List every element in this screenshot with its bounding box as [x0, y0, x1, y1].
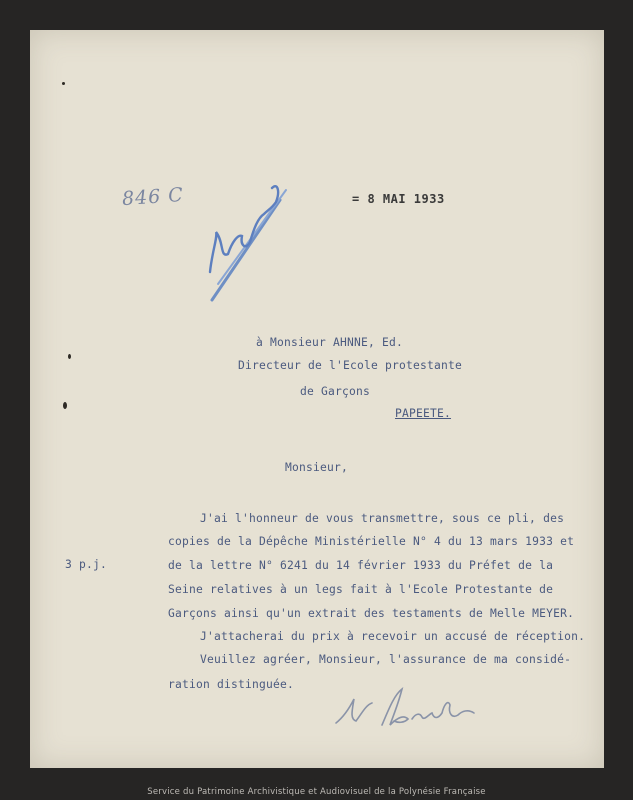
reference-number: 846 C [121, 183, 185, 211]
attachments-note: 3 p.j. [65, 558, 108, 571]
address-city: PAPEETE. [395, 407, 452, 420]
body-line: Veuillez agréer, Monsieur, l'assurance de ma considé- [200, 653, 572, 666]
archive-credit: Service du Patrimoine Archivistique et Audiovisuel de la Polynésie Française [147, 787, 486, 797]
body-line: Seine relatives à un legs fait à l'Ecole Protestante de [168, 583, 554, 596]
body-line: J'ai l'honneur de vous transmettre, sous ce pli, des [200, 512, 565, 525]
salutation: Monsieur, [285, 461, 349, 474]
date-stamp [352, 192, 445, 206]
body-line: J'attacherai du prix à recevoir un accusé de réception. [200, 630, 586, 643]
body-line: de la lettre N° 6241 du 14 février 1933 du Préfet de la [168, 559, 554, 572]
address-line: Directeur de l'Ecole protestante [238, 359, 463, 372]
margin-mark [68, 354, 71, 359]
address-line: de Garçons [300, 385, 371, 398]
address-line: à Monsieur AHNNE, Ed. [256, 336, 404, 349]
body-line: Garçons ainsi qu'un extrait des testaments de Melle MEYER. [168, 607, 575, 620]
margin-mark [63, 402, 67, 409]
date-stamp-text: 8 MAI 1933 [367, 192, 445, 206]
blue-initials-scribble [198, 162, 298, 312]
margin-mark [62, 82, 65, 85]
document-sheet [30, 30, 604, 768]
signature [332, 685, 482, 735]
body-line: ration distinguée. [168, 678, 295, 691]
body-line: copies de la Dépêche Ministérielle N° 4 du 13 mars 1933 et [168, 535, 575, 548]
stamp-dash: = [352, 192, 368, 206]
